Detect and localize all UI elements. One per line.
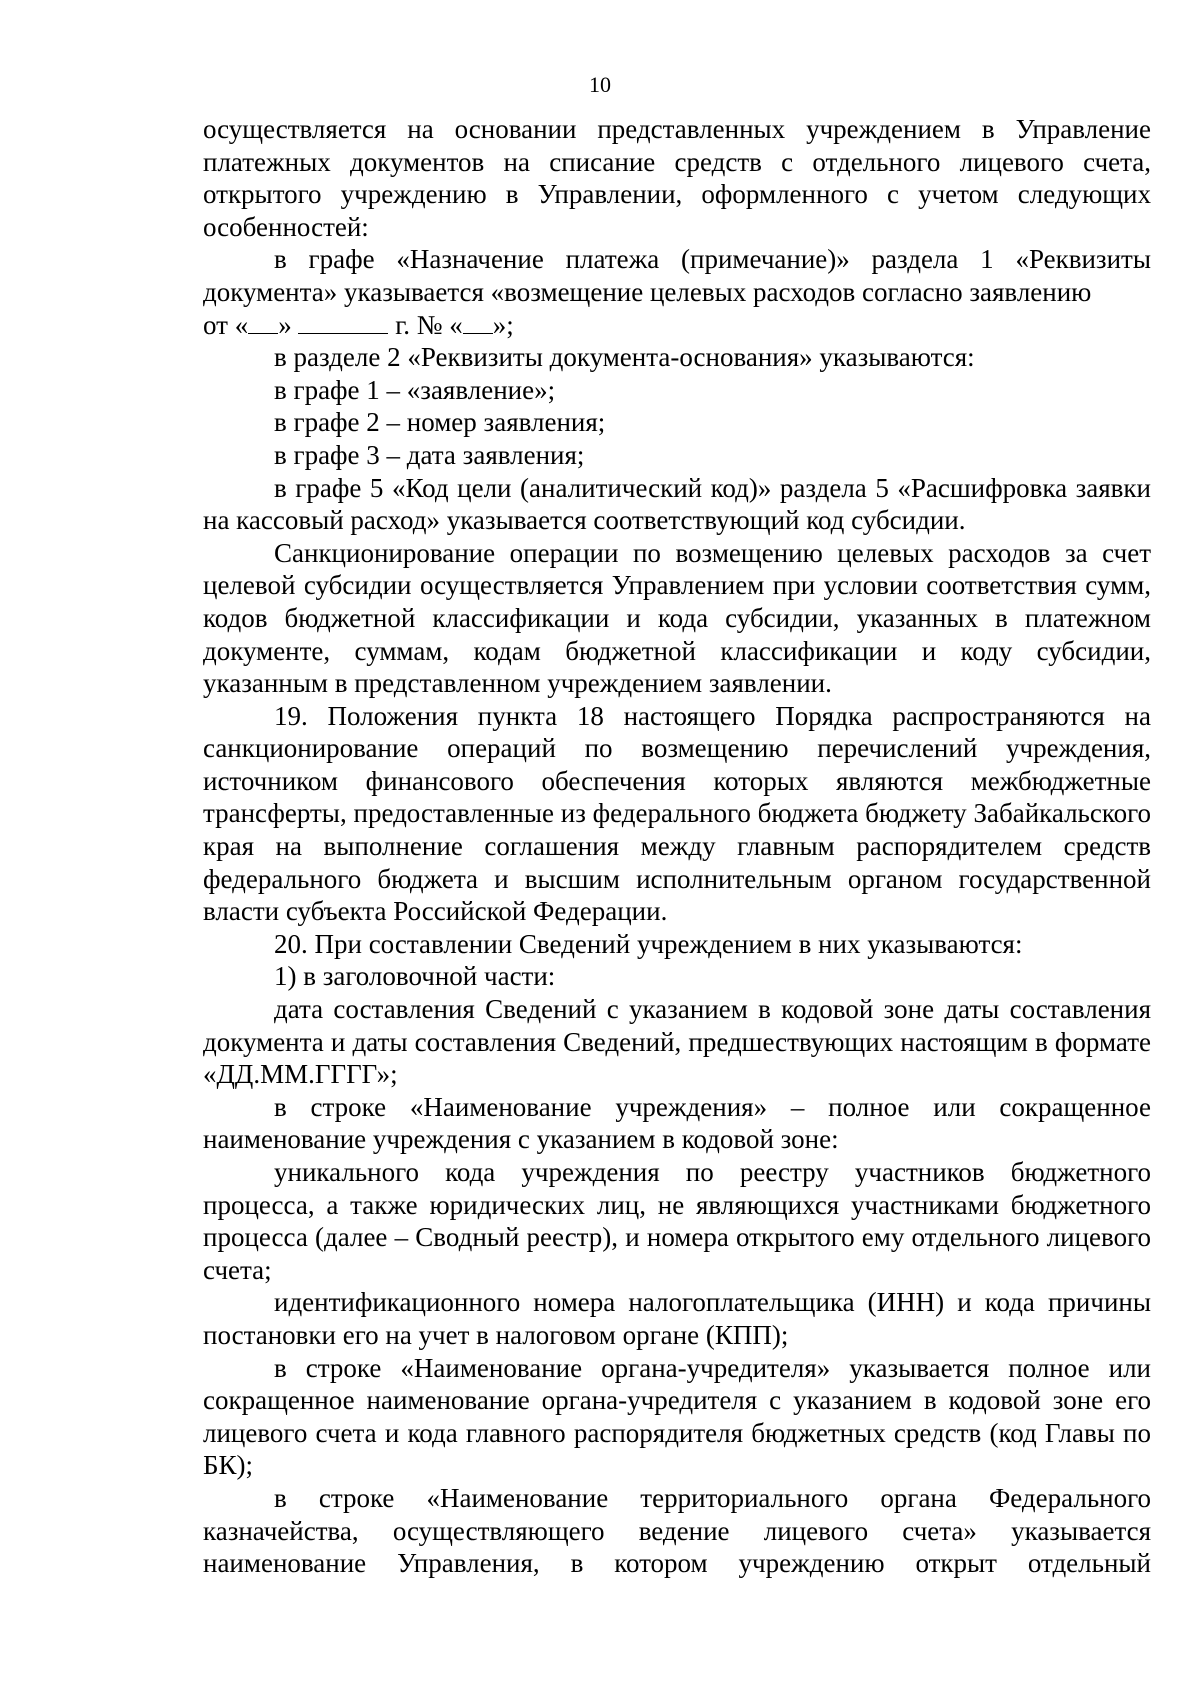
paragraph: в графе 1 – «заявление»; bbox=[274, 374, 556, 405]
date-line bbox=[203, 309, 1151, 342]
date-line-part: » bbox=[278, 309, 299, 340]
document-body bbox=[203, 113, 1151, 1580]
paragraph: в строке «Наименование учреждения» – полное или сокращенное наименование учреждения с указанием в кодовой зоне: bbox=[203, 1091, 1151, 1155]
paragraph: в разделе 2 «Реквизиты документа-основания» указываются: bbox=[274, 342, 975, 373]
paragraph: в графе «Назначение платежа (примечание)» раздела 1 «Реквизиты документа» указывается «возмещение целевых расходов согласно заявлению bbox=[203, 244, 1151, 307]
date-line-part: от « bbox=[203, 309, 249, 340]
blank-underline bbox=[298, 311, 388, 334]
date-line-part: г. № « bbox=[388, 309, 463, 340]
blank-underline bbox=[463, 311, 493, 334]
paragraph: 20. При составлении Сведений учреждением в них указываются: bbox=[274, 928, 1023, 959]
date-line-part: »; bbox=[492, 309, 514, 340]
paragraph-continued: в строке «Наименование территориального органа Федерального казначейства, осуществляющего ведение лицевого счета» указывается наименование Управления, в котором учреждению открыт отдельный bbox=[203, 1482, 1151, 1579]
paragraph: в графе 2 – номер заявления; bbox=[274, 407, 606, 438]
paragraph: Санкционирование операции по возмещению целевых расходов за счет целевой субсидии осуществляется Управлением при условии соответствия сумм, кодов бюджетной классификации и кода субсидии, указанных в платежном документе, суммам, кодам бюджетной классификации и коду субсидии, указанным в представленном учреждением заявлении. bbox=[203, 537, 1151, 699]
page-number: 10 bbox=[589, 72, 611, 97]
blank-underline bbox=[248, 311, 278, 334]
paragraph: уникального кода учреждения по реестру участников бюджетного процесса, а также юридических лиц, не являющихся участниками бюджетного процесса (далее – Сводный реестр), и номера открытого ему отдельного лицевого счета; bbox=[203, 1157, 1151, 1285]
paragraph: в графе 3 – дата заявления; bbox=[274, 439, 585, 470]
paragraph: осуществляется на основании представленных учреждением в Управление платежных документов на списание средств с отдельного лицевого счета, открытого учреждению в Управлении, оформленного с учетом следующих особенностей: bbox=[203, 114, 1151, 242]
paragraph: в графе 5 «Код цели (аналитический код)» раздела 5 «Расшифровка заявки на кассовый расход» указывается соответствующий код субсидии. bbox=[203, 472, 1151, 536]
paragraph: дата составления Сведений с указанием в кодовой зоне даты составления документа и даты составления Сведений, предшествующих настоящим в формате «ДД.ММ.ГГГГ»; bbox=[203, 994, 1151, 1090]
paragraph: в строке «Наименование органа-учредителя» указывается полное или сокращенное наименование органа-учредителя с указанием в кодовой зоне его лицевого счета и кода главного распорядителя бюджетных средств (код Главы по БК); bbox=[203, 1352, 1151, 1481]
paragraph: 19. Положения пункта 18 настоящего Порядка распространяются на санкционирование операций по возмещению перечислений учреждения, источником финансового обеспечения которых являются межбюджетные трансферты, предоставленные из федерального бюджета бюджету Забайкальского края на выполнение соглашения между главным распорядителем средств федерального бюджета и высшим исполнительным органом государственной власти субъекта Российской Федерации. bbox=[203, 700, 1151, 927]
paragraph: 1) в заголовочной части: bbox=[274, 961, 556, 992]
paragraph: идентификационного номера налогоплательщика (ИНН) и кода причины постановки его на учет в налоговом органе (КПП); bbox=[203, 1287, 1151, 1350]
